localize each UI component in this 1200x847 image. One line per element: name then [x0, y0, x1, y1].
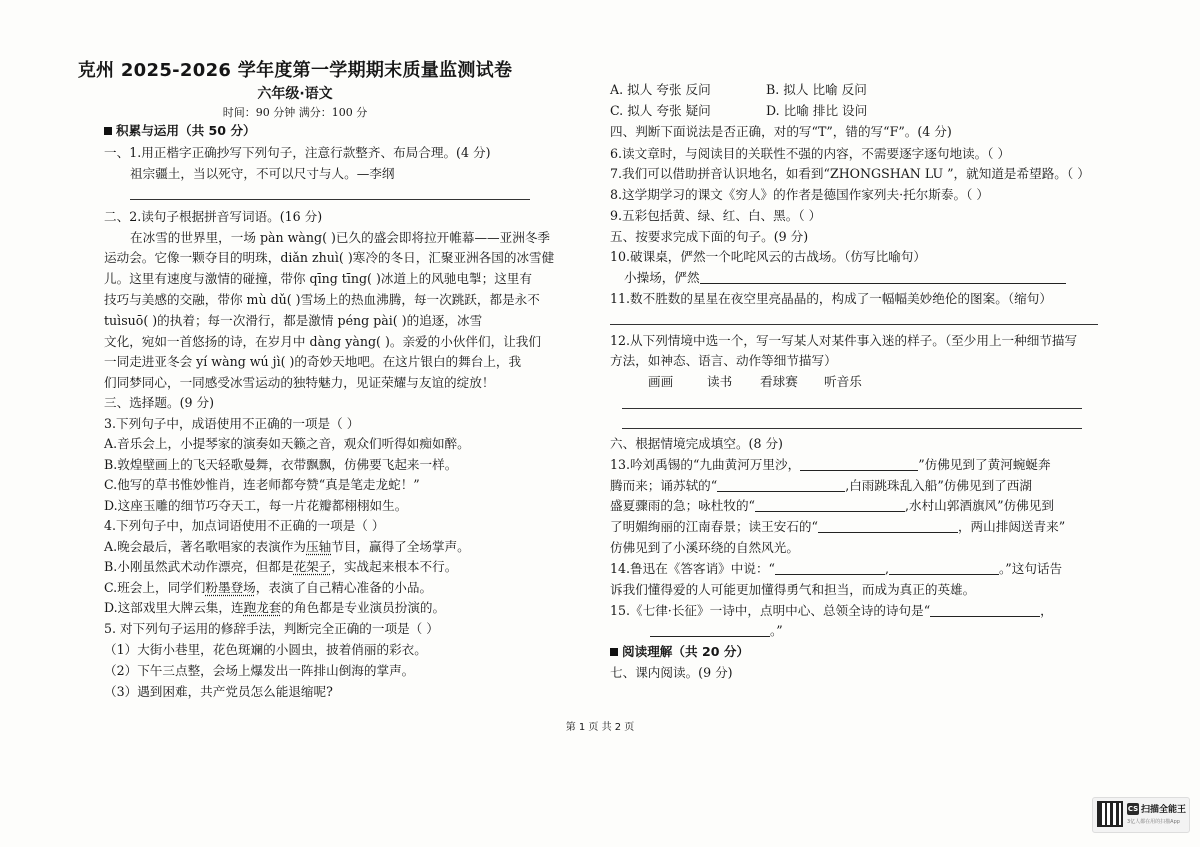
q4-option-c[interactable]: C.班会上，同学们粉墨登场，表演了自己精心准备的小品。: [104, 580, 433, 595]
q13-line-1: 13.吟刘禹锡的“九曲黄河万里沙， ”仿佛见到了黄河蜿蜒奔: [610, 457, 1051, 472]
q4-option-a[interactable]: A.晚会最后，著名歌唱家的表演作为压轴节目，赢得了全场掌声。: [104, 539, 470, 554]
q12-option: 画画: [648, 374, 674, 389]
q3-option-b[interactable]: B.敦煌壁画上的飞天轻歌曼舞，衣带飘飘，仿佛要飞起来一样。: [104, 457, 458, 472]
q4-option-b[interactable]: B.小刚虽然武术动作漂亮，但都是花架子，实战起来根本不行。: [104, 559, 458, 574]
q13-line-2: 腾而来；诵苏轼的“ ,白雨跳珠乱入船”仿佛见到了西湖: [610, 478, 1032, 493]
section-accumulation: 积累与运用（共 50 分）: [104, 123, 256, 139]
exam-title: 克州 2025-2026 学年度第一学期期末质量监测试卷: [77, 60, 513, 81]
q4-section-heading: 四、判断下面说法是否正确，对的写“T”，错的写“F”。(4 分): [610, 124, 952, 139]
q1-heading: 一、1.用正楷字正确抄写下列句子，注意行款整齐、布局合理。(4 分): [104, 145, 491, 160]
q12-option: 读书: [707, 374, 733, 389]
q13-line-4: 了明媚绚丽的江南春景；读王安石的“ ，两山排闼送青来”: [610, 519, 1066, 534]
exam-subtitle: 六年级·语文: [257, 86, 333, 102]
q11-stem: 11.数不胜数的星星在夜空里亮晶晶的，构成了一幅幅美妙绝伦的图案。（缩句）: [610, 291, 1052, 306]
q3-heading: 三、选择题。(9 分): [104, 395, 214, 410]
q5-option-b[interactable]: B. 拟人 比喻 反问: [766, 82, 867, 97]
q12-answer-line[interactable]: [622, 428, 1082, 429]
q13-line-5: 仿佛见到了小溪环绕的自然风光。: [610, 540, 799, 555]
section-reading: 阅读理解（共 20 分）: [610, 644, 749, 660]
q2-paragraph-line: tuìsuō( )的执着；每一次滑行，都是激情 péng pài( )的追逐，冰雪: [104, 313, 483, 328]
q10-answer[interactable]: 小操场，俨然: [624, 270, 1066, 286]
q12-option: 看球赛: [760, 374, 798, 389]
camscanner-logo-icon: CS: [1127, 805, 1139, 813]
q5-option-d[interactable]: D. 比喻 排比 设问: [766, 103, 868, 118]
q4-stem: 4.下列句子中，加点词语使用不正确的一项是（ ）: [104, 518, 385, 533]
judge-q7[interactable]: 7.我们可以借助拼音认识地名，如看到“ZHONGSHAN LU ”，就知道是希望路。（ ）: [610, 166, 1090, 181]
q3-option-d[interactable]: D.这座玉雕的细节巧夺天工，每一片花瓣都栩栩如生。: [104, 498, 408, 513]
q1-writing-line[interactable]: [130, 199, 530, 200]
q15-line-2: 。”: [650, 623, 783, 639]
q2-paragraph-line: 一同走进亚冬会 yí wàng wú jì( )的奇妙天地吧。在这片银白的舞台上，我: [104, 354, 522, 369]
q5-stem: 5. 对下列句子运用的修辞手法，判断完全正确的一项是（ ）: [104, 621, 439, 636]
q1-text: 祖宗疆土，当以死守，不可以尺寸与人。—李纲: [130, 166, 395, 181]
q11-answer-line[interactable]: [610, 324, 1098, 325]
q6-section-heading: 六、根据情境完成填空。(8 分): [610, 436, 783, 451]
judge-q8[interactable]: 8.这学期学习的课文《穷人》的作者是德国作家列夫·托尔斯泰。（ ）: [610, 187, 989, 202]
q15-line-1: 15.《七律·长征》一诗中，点明中心、总领全诗的诗句是“ ，: [610, 603, 1053, 618]
q5-option-c[interactable]: C. 拟人 夸张 疑问: [610, 103, 711, 118]
watermark-subtitle: 3亿人都在用的扫描App: [1127, 819, 1180, 825]
q3-option-a[interactable]: A.音乐会上，小提琴家的演奏如天籁之音，观众们听得如痴如醉。: [104, 436, 470, 451]
q5-sentence-2: （2）下午三点整，会场上爆发出一阵排山倒海的掌声。: [104, 663, 415, 678]
q14-line-2: 诉我们懂得爱的人可能更加懂得勇气和担当，而成为真正的英雄。: [610, 582, 976, 597]
q2-heading: 二、2.读句子根据拼音写词语。(16 分): [104, 209, 323, 224]
watermark-name: 扫描全能王: [1141, 805, 1187, 815]
q7-section-heading: 七、课内阅读。(9 分): [610, 665, 733, 680]
q3-stem: 3.下列句子中，成语使用不正确的一项是（ ）: [104, 416, 360, 431]
q12-stem-cont: 方法，如神态、语言、动作等细节描写）: [610, 353, 837, 368]
q5-sentence-3: （3）遇到困难，共产党员怎么能退缩呢?: [104, 684, 333, 699]
q3-option-c[interactable]: C.他写的草书惟妙惟肖，连老师都夸赞“真是笔走龙蛇！”: [104, 477, 420, 492]
q2-paragraph-line: 们同梦同心，一同感受冰雪运动的独特魅力，见证荣耀与友谊的绽放！: [104, 375, 495, 390]
q2-paragraph-line: 文化，宛如一首悠扬的诗，在岁月中 dàng yàng( )。亲爱的小伙伴们，让我们: [104, 334, 541, 349]
q2-paragraph-line: 运动会。它像一颗夺目的明珠，diǎn zhuì( )寒冷的冬日，汇聚亚洲各国的冰雪健: [104, 250, 555, 265]
judge-q9[interactable]: 9.五彩包括黄、绿、红、白、黑。（ ）: [610, 208, 822, 223]
page-footer: 第 1 页 共 2 页: [565, 722, 635, 733]
q12-stem: 12.从下列情境中选一个，写一写某人对某件事入迷的样子。（至少用上一种细节描写: [610, 333, 1078, 348]
q13-line-3: 盛夏骤雨的急；咏杜牧的“ ,水村山郭酒旗风”仿佛见到: [610, 498, 1054, 513]
qr-code-icon: [1097, 801, 1123, 827]
exam-meta: 时间：90 分钟 满分：100 分: [222, 106, 368, 119]
q5-sentence-1: （1）大街小巷里，花色斑斓的小圆虫，披着俏丽的彩衣。: [104, 642, 427, 657]
judge-q6[interactable]: 6.读文章时，与阅读目的关联性不强的内容，不需要逐字逐句地读。（ ）: [610, 146, 1011, 161]
q12-answer-line[interactable]: [622, 408, 1082, 409]
q2-paragraph-line: 技巧与美感的交融，带你 mù dǔ( )雪场上的热血沸腾，每一次跳跃，都是永不: [104, 292, 540, 307]
q10-stem: 10.破课桌，俨然一个叱咤风云的古战场。（仿写比喻句）: [610, 249, 926, 264]
q4-option-d[interactable]: D.这部戏里大牌云集，连跑龙套的角色都是专业演员扮演的。: [104, 600, 446, 615]
q5-option-a[interactable]: A. 拟人 夸张 反问: [610, 82, 711, 97]
q14-line-1: 14.鲁迅在《答客诮》中说：“ , 。”这句话告: [610, 561, 1063, 576]
q12-option: 听音乐: [824, 374, 862, 389]
scanner-watermark: [1092, 797, 1190, 833]
q2-paragraph-line: 在冰雪的世界里，一场 pàn wàng( )已久的盛会即将拉开帷幕——亚洲冬季: [130, 230, 551, 245]
q5-section-heading: 五、按要求完成下面的句子。(9 分): [610, 229, 809, 244]
q2-paragraph-line: 儿。这里有速度与激情的碰撞，带你 qīng tīng( )冰道上的风驰电掣；这里有: [104, 271, 532, 286]
